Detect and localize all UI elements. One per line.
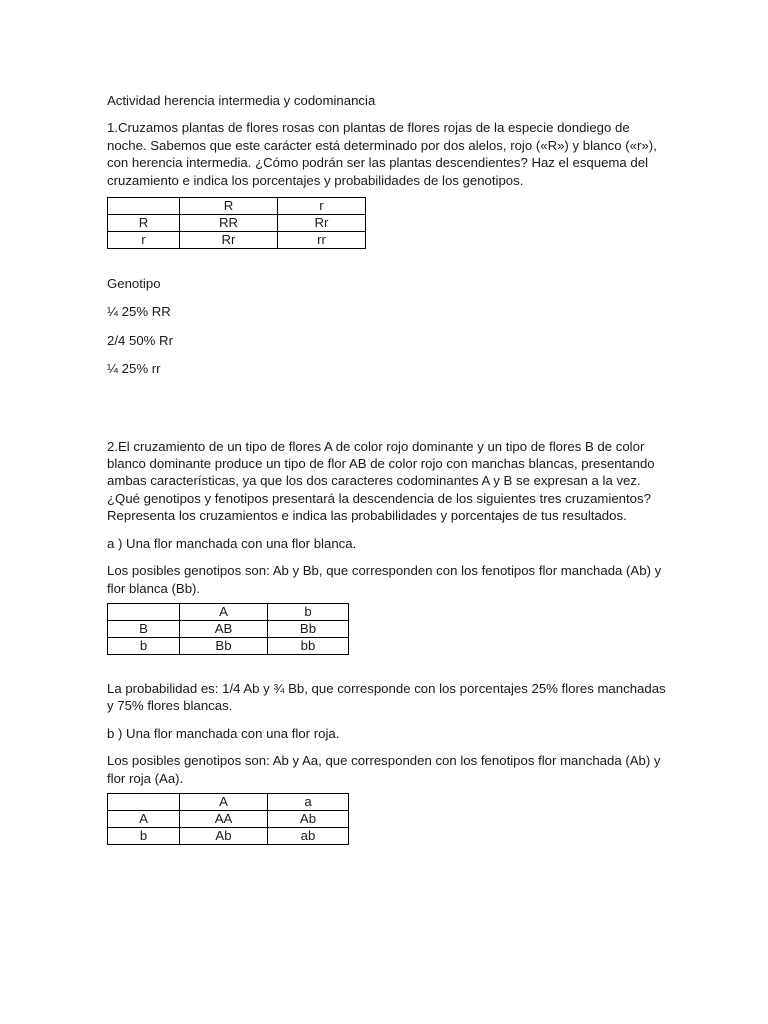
punnett-table-q1 <box>107 197 366 249</box>
table-cell: Rr <box>180 232 278 249</box>
table-cell: a <box>268 793 349 810</box>
table-cell: R <box>180 198 278 215</box>
table-row <box>108 810 349 827</box>
table-header-row <box>108 793 349 810</box>
table-cell: AA <box>180 810 268 827</box>
punnett-table-b <box>107 793 349 845</box>
part-b-heading: b ) Una flor manchada con una flor roja. <box>107 725 340 741</box>
table-cell: R <box>108 215 180 232</box>
table-cell: RR <box>180 215 278 232</box>
table-row <box>108 637 349 654</box>
table-cell: A <box>108 810 180 827</box>
table-cell: Bb <box>268 620 349 637</box>
table-cell: b <box>108 637 180 654</box>
table-cell: AB <box>180 620 268 637</box>
table-cell: ab <box>268 827 349 844</box>
table-cell: A <box>180 603 268 620</box>
part-a-heading: a ) Una flor manchada con una flor blanca. <box>107 535 357 551</box>
question-2-text: 2.El cruzamiento de un tipo de flores A de color rojo dominante y un tipo de flores B de color blanco dominante produce un tipo de flor AB de color rojo con manchas blancas, presentando ambas características, ya que los dos caracteres codominantes A y B se expresan a la vez. ¿Qué genotipos y fenotipos presentará la descendencia de los siguientes tres cruzamientos? Representa los cruzamientos e indica las probabilidades y porcentajes de tus resultados. <box>107 438 655 524</box>
table-cell: B <box>108 620 180 637</box>
genotype-label: Genotipo <box>107 276 161 292</box>
table-cell: rr <box>278 232 366 249</box>
table-cell <box>108 198 180 215</box>
genotype-item: ¼ 25% rr <box>107 361 161 377</box>
table-cell: A <box>180 793 268 810</box>
question-1-text: 1.Cruzamos plantas de flores rosas con plantas de flores rojas de la especie dondiego de noche. Sabemos que este carácter está determinado por dos alelos, rojo («R») y blanco («r»), con herencia intermedia. ¿Cómo podrán ser las plantas descendientes? Haz el esquema del cruzamiento e indica los porcentajes y probabilidades de los genotipos. <box>107 120 657 188</box>
part-b-intro: Los posibles genotipos son: Ab y Aa, que corresponden con los fenotipos flor manchada (Ab) y flor roja (Aa). <box>107 753 661 786</box>
punnett-table-a <box>107 603 349 655</box>
genotype-item: ¼ 25% RR <box>107 304 171 320</box>
table-cell: r <box>278 198 366 215</box>
table-cell: Bb <box>180 637 268 654</box>
table-row <box>108 827 349 844</box>
table-cell <box>108 603 180 620</box>
table-header-row <box>108 603 349 620</box>
table-cell <box>108 793 180 810</box>
document-title: Actividad herencia intermedia y codominancia <box>107 93 376 108</box>
table-row <box>108 232 366 249</box>
document-page <box>107 92 667 845</box>
table-cell: b <box>268 603 349 620</box>
table-cell: Rr <box>278 215 366 232</box>
table-cell: r <box>108 232 180 249</box>
table-cell: b <box>108 827 180 844</box>
part-a-intro: Los posibles genotipos son: Ab y Bb, que corresponden con los fenotipos flor manchada (Ab) y flor blanca (Bb). <box>107 563 662 596</box>
table-row <box>108 620 349 637</box>
table-cell: Ab <box>180 827 268 844</box>
table-cell: bb <box>268 637 349 654</box>
table-row <box>108 215 366 232</box>
table-header-row <box>108 198 366 215</box>
genotype-item: 2/4 50% Rr <box>107 332 173 348</box>
table-cell: Ab <box>268 810 349 827</box>
part-a-probability: La probabilidad es: 1/4 Ab y ¾ Bb, que corresponde con los porcentajes 25% flores manchadas y 75% flores blancas. <box>107 680 666 714</box>
